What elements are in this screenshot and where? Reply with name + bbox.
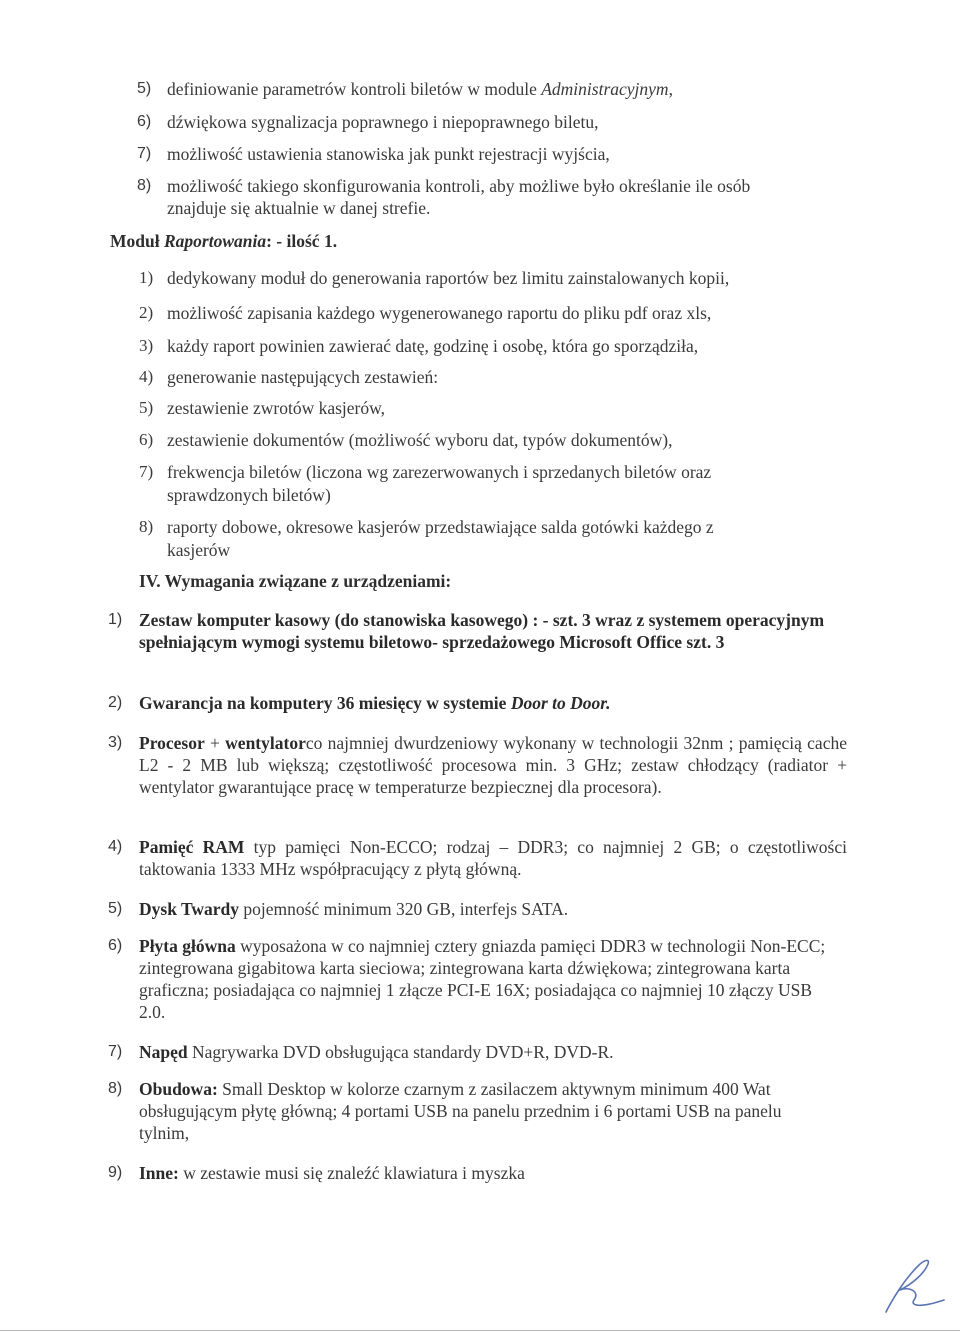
list-label: wentylator (225, 733, 306, 753)
list-text: każdy raport powinien zawierać datę, godzinę i osobę, która go sporządziła, (167, 336, 699, 356)
list-number: 6) (108, 937, 123, 954)
list-text: frekwencja biletów (liczona wg zarezerwowanych i sprzedanych biletów oraz (167, 462, 712, 482)
bottom-scan-edge (0, 1330, 960, 1331)
list-number: 1) (139, 268, 154, 287)
list-number: 2) (139, 303, 154, 322)
list-number: 7) (139, 462, 154, 481)
list-number: 8) (108, 1080, 123, 1097)
list-text: typ pamięci Non-ECCO; rodzaj – DDR3; co najmniej 2 GB; o częstotliwości taktowania 1333 MHz współpracujący z płytą główną. (139, 837, 847, 879)
list-number: 8) (137, 177, 152, 194)
list-number: 4) (108, 838, 123, 855)
list-text: raporty dobowe, okresowe kasjerów przedstawiające salda gotówki każdego z (167, 517, 714, 537)
list-number: 7) (108, 1043, 123, 1060)
list-number: 8) (139, 517, 154, 536)
list-text: w zestawie musi się znaleźć klawiatura i myszka (178, 1163, 525, 1183)
signature-initials (880, 1256, 950, 1316)
list-text-continued: znajduje się aktualnie w danej strefie. (167, 198, 431, 218)
list-text: możliwość ustawienia stanowiska jak punkt rejestracji wyjścia, (167, 144, 610, 164)
module-heading-name: Raportowania (163, 231, 267, 251)
list-text-continued: sprawdzonych biletów) (167, 485, 331, 505)
list-text: wyposażona w co najmniej cztery gniazda pamięci DDR3 w technologii Non-ECC; zintegrowana gigabitowa karta sieciowa; zintegrowana karta dźwiękowa; zintegrowana karta graficzna; posiadająca co najmniej 1 złącze PCI-E 16X; posiadająca co najmniej 10 złączy USB 2.0. (139, 936, 826, 1022)
list-number: 3) (108, 734, 123, 751)
list-text: dedykowany moduł do generowania raportów bez limitu zainstalowanych kopii, (167, 268, 730, 288)
list-text: zestawienie dokumentów (możliwość wyboru dat, typów dokumentów), (167, 430, 673, 450)
list-text: Small Desktop w kolorze czarnym z zasilaczem aktywnym minimum 400 Wat obsługującym płytę główną; 4 portami USB na panelu przednim i 6 portami USB na panelu tylnim, (139, 1079, 782, 1143)
list-number: 4) (139, 367, 154, 386)
list-number: 7) (137, 145, 152, 162)
list-number: 9) (108, 1164, 123, 1181)
list-number: 6) (137, 113, 152, 130)
list-number: 5) (139, 398, 154, 417)
list-text: generowanie następujących zestawień: (167, 367, 439, 387)
list-label: Napęd (139, 1042, 188, 1062)
section-heading: IV. Wymagania związane z urządzeniami: (139, 571, 452, 591)
list-text: definiowanie parametrów kontroli biletów w module (167, 79, 542, 99)
list-text: Gwarancja na komputery 36 miesięcy w systemie (139, 693, 511, 713)
list-text: pojemność minimum 320 GB, interfejs SATA. (239, 899, 569, 919)
list-label: Pamięć RAM (139, 837, 245, 857)
list-label: Dysk Twardy (139, 899, 240, 919)
module-heading: Moduł Raportowania: - ilość 1. (110, 231, 338, 251)
list-text: możliwość zapisania każdego wygenerowanego raportu do pliku pdf oraz xls, (167, 303, 712, 323)
module-name: Administracyjnym (541, 79, 669, 99)
list-label: Płyta główna (139, 936, 236, 956)
list-text-continued: kasjerów (167, 540, 231, 560)
list-number: 3) (139, 336, 154, 355)
list-number: 5) (108, 900, 123, 917)
list-number: 6) (139, 430, 154, 449)
list-number: 1) (108, 611, 123, 628)
list-text: Nagrywarka DVD obsługująca standardy DVD+R, DVD-R. (187, 1042, 614, 1062)
list-number: 2) (108, 694, 123, 711)
list-number: 5) (137, 80, 152, 97)
list-label: Procesor (139, 733, 205, 753)
list-text: Zestaw komputer kasowy (do stanowiska kasowego) : - szt. 3 wraz z systemem operacyjnym spełniającym wymogi systemu biletowo- sprzedażowego Microsoft Office szt. 3 (139, 610, 825, 652)
list-text: co najmniej dwurdzeniowy wykonany w technologii 32nm ; pamięcią cache L2 - 2 MB lub większą; częstotliwość procesowa min. 3 GHz; zestaw chłodzący (radiator + wentylator gwarantujące pracę w temperaturze bezpiecznej dla procesora). (139, 733, 847, 797)
warranty-system: Door to Door. (510, 693, 611, 713)
list-text: zestawienie zwrotów kasjerów, (167, 398, 386, 418)
list-text: dźwiękowa sygnalizacja poprawnego i niepoprawnego biletu, (167, 112, 599, 132)
list-label: Obudowa: (139, 1079, 218, 1099)
document-page: 5) definiowanie parametrów kontroli biletów w module Administracyjnym, 6) dźwiękowa sygnalizacja poprawnego i niepoprawnego biletu, 7) możliwość ustawienia stanowiska jak punkt rejestracji wyjścia, 8) możliwość takiego skonfigurowania kontroli, aby możliwe było określanie ile osób znajduje się aktualnie w danej strefie. Moduł Raportowania: - ilość 1. 1) dedykowany moduł do generowania raportów bez limitu zainstalowanych kopii, 2) możliwość zapisania każdego wygenerowanego raportu do pliku pdf oraz xls, 3) każdy raport powinien zawierać datę, godzinę i osobę, która go sporządziła, 4) generowanie następujących zestawień: 5) zestawienie zwrotów kasjerów, 6) zestawienie dokumentów (możliwość wyboru dat, typów dokumentów), 7) frekwencja biletów (liczona wg zarezerwowanych i sprzedanych biletów oraz sprawdzonych biletów) 8) raporty dobowe, okresowe kasjerów przedstawiające salda gotówki każdego z kasjerów IV. Wymagania związane z urządzeniami: 1) Zestaw komputer kasowy (do stanowiska kasowego) : - szt. 3 wraz z systemem operacyjnym spełniającym wymogi systemu biletowo- sprzedażowego Microsoft Office szt. 3 2) Gwarancja na komputery 36 miesięcy w systemie Door to Door. 3) Procesor + wentylatorco najmniej dwurdzeniowy wykonany w technologii 32nm ; pamięcią cache L2 - 2 MB lub większą; częstotliwość procesowa min. 3 GHz; zestaw chłodzący (radiator + wentylator gwarantujące pracę w temperaturze bezpiecznej dla procesora). 4) Pamięć RAM typ pamięci Non-ECCO; rodzaj – DDR3; co najmniej 2 GB; o częstotliwości taktowania 1333 MHz współpracujący z płytą główną. 5) Dysk Twardy pojemność minimum 320 GB, interfejs SATA. 6) Płyta główna wyposażona w co najmniej cztery gniazda pamięci DDR3 w technologii Non-ECC; zintegrowana gigabitowa karta sieciowa; zintegrowana karta dźwiękowa; zintegrowana karta graficzna; posiadająca co najmniej 1 złącze PCI-E 16X; posiadająca co najmniej 10 złączy USB 2.0. 7) Napęd Nagrywarka DVD obsługująca standardy DVD+R, DVD-R. 8) Obudowa: Small Desktop w kolorze czarnym z zasilaczem aktywnym minimum 400 Wat obsługującym płytę główną; 4 portami USB na panelu przednim i 6 portami USB na panelu tylnim, 9) Inne: w zestawie musi się znaleźć klawiatura i myszka (0, 0, 960, 1336)
list-text: możliwość takiego skonfigurowania kontroli, aby możliwe było określanie ile osób (167, 176, 751, 196)
list-label: Inne: (139, 1163, 179, 1183)
